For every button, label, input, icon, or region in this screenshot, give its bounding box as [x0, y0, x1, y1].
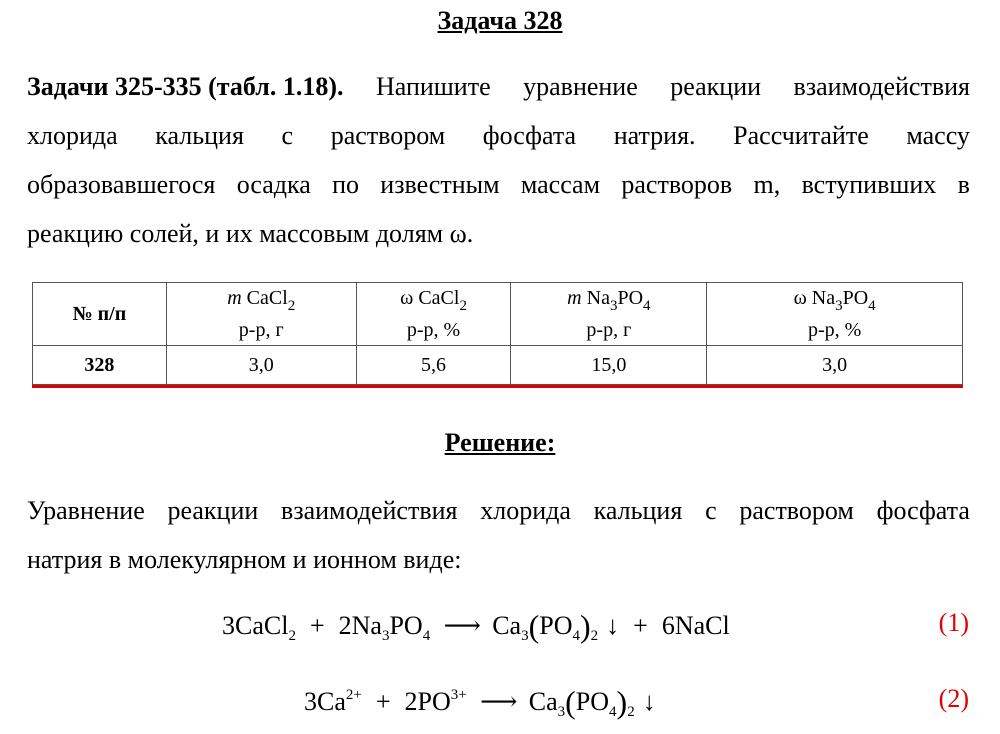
table-cell: 15,0 — [511, 346, 707, 385]
task-word: массам — [520, 170, 601, 199]
product-inner: PO — [575, 687, 610, 716]
header-formula-tail: PO — [842, 287, 869, 309]
table-red-underline — [32, 385, 963, 388]
plus-sign: + — [309, 611, 325, 640]
solution-word: раствором — [739, 496, 854, 525]
task-word: натрия. — [613, 121, 696, 150]
header-prefix: ω — [400, 287, 414, 309]
header-unit: р-р, % — [406, 319, 461, 341]
header-prefix: m — [567, 287, 582, 309]
task-word: растворов — [621, 170, 733, 199]
task-word: с — [281, 121, 294, 150]
header-fraction-na3po4 — [707, 283, 963, 346]
table-cell: 3,0 — [707, 346, 963, 385]
header-formula: Na — [586, 287, 610, 309]
task-word: фосфата — [482, 121, 577, 150]
solution-line-2: натрия в молекулярном и ионном виде: — [27, 545, 462, 574]
task-word: реакции — [670, 72, 762, 101]
task-word: взаимодействия — [793, 72, 970, 101]
equation-number: (2) — [938, 684, 969, 713]
header-formula-sub: 3 — [835, 298, 843, 314]
solution-title: Решение: — [444, 428, 556, 457]
formula-sub: 4 — [572, 628, 580, 644]
formula-sub: 2 — [627, 704, 635, 720]
data-table — [32, 282, 963, 385]
solution-word: кальция — [593, 496, 683, 525]
header-mass-cacl2 — [166, 283, 356, 346]
solution-word: фосфата — [876, 496, 970, 525]
product-formula: 6NaCl — [661, 611, 730, 640]
header-number: № п/п — [33, 283, 167, 346]
solution-word: с — [705, 496, 717, 525]
header-prefix: m — [227, 287, 242, 309]
solution-paragraph — [27, 486, 970, 584]
solution-line-1 — [27, 486, 970, 535]
header-unit: р-р, % — [807, 319, 862, 341]
task-paragraph — [27, 62, 970, 258]
equation-body — [222, 608, 730, 645]
header-formula-sub: 3 — [609, 298, 618, 314]
task-word: известным — [380, 170, 500, 199]
task-line-1 — [27, 62, 970, 111]
formula-sup: 2+ — [345, 687, 362, 703]
task-word: осадка — [236, 170, 311, 199]
formula-sub: 3 — [381, 628, 390, 644]
header-formula-sub2: 4 — [868, 298, 876, 314]
header-formula: CaCl — [418, 287, 460, 309]
reaction-arrow-icon: ⟶ — [443, 611, 479, 640]
task-word: Напишите — [375, 72, 491, 101]
reactant-formula: 3Ca — [304, 687, 346, 716]
plus-sign: + — [375, 687, 391, 716]
page-title: Задача 328 — [437, 6, 563, 35]
table-row — [33, 346, 963, 385]
task-word: уравнение — [523, 72, 638, 101]
table-header-row — [33, 283, 963, 346]
reactant-formula: 2PO — [404, 687, 451, 716]
task-word: кальция — [155, 121, 244, 150]
formula-sub: 2 — [288, 628, 296, 644]
header-fraction-cacl2 — [356, 283, 511, 346]
table-cell: 5,6 — [356, 346, 511, 385]
task-word: Рассчитайте — [733, 121, 869, 150]
header-formula-sub2: 4 — [643, 298, 651, 314]
reactant-formula-tail: PO — [389, 611, 423, 640]
task-word: m, — [753, 170, 781, 199]
product-formula: Ca — [492, 611, 522, 640]
task-word: раствором — [330, 121, 446, 150]
header-formula: Na — [811, 287, 836, 309]
precipitate-arrow-icon: ↓ — [606, 611, 620, 640]
header-formula-tail: PO — [617, 287, 644, 309]
formula-sub: 3 — [557, 704, 566, 720]
reactant-formula: 2Na — [338, 611, 382, 640]
header-formula-sub: 2 — [459, 298, 467, 314]
equation-number: (1) — [938, 608, 969, 637]
equation-molecular — [0, 608, 1000, 658]
reaction-arrow-icon: ⟶ — [480, 687, 516, 716]
precipitate-arrow-icon: ↓ — [642, 687, 656, 716]
header-mass-na3po4 — [511, 283, 707, 346]
paren-open: ( — [565, 684, 576, 720]
product-inner: PO — [539, 611, 573, 640]
task-word: в — [957, 170, 970, 199]
paren-close: ) — [580, 608, 591, 644]
formula-sup: 3+ — [450, 687, 467, 703]
task-ref: Задачи 325-335 (табл. 1.18). — [27, 72, 344, 101]
task-word: вступивших — [801, 170, 937, 199]
table-cell: 328 — [33, 346, 167, 385]
table-cell: 3,0 — [166, 346, 356, 385]
formula-sub: 4 — [422, 628, 431, 644]
formula-sub: 3 — [521, 628, 529, 644]
plus-sign: + — [633, 611, 648, 640]
product-formula: Ca — [528, 687, 558, 716]
formula-sub: 4 — [609, 704, 617, 720]
reactant-formula: 3CaCl — [222, 611, 289, 640]
solution-word: реакции — [167, 496, 259, 525]
header-unit: р-р, г — [238, 319, 284, 341]
task-line-3 — [27, 160, 970, 209]
header-unit: р-р, г — [586, 319, 632, 341]
paren-close: ) — [616, 684, 628, 720]
header-formula: CaCl — [246, 287, 288, 309]
task-word: массу — [906, 121, 970, 150]
header-prefix: ω — [793, 287, 807, 309]
task-word: образовавшегося — [27, 170, 216, 199]
solution-word: взаимодействия — [281, 496, 458, 525]
task-word: хлорида — [27, 121, 118, 150]
solution-word: хлорида — [480, 496, 571, 525]
paren-open: ( — [528, 608, 540, 644]
equation-body — [304, 684, 656, 721]
task-line-4: реакцию солей, и их массовым долям ω. — [27, 219, 474, 248]
equation-ionic — [0, 684, 1000, 734]
task-word: по — [332, 170, 359, 199]
header-formula-sub: 2 — [287, 298, 296, 314]
formula-sub: 2 — [590, 628, 599, 644]
task-line-2 — [27, 111, 970, 160]
solution-word: Уравнение — [27, 496, 145, 525]
